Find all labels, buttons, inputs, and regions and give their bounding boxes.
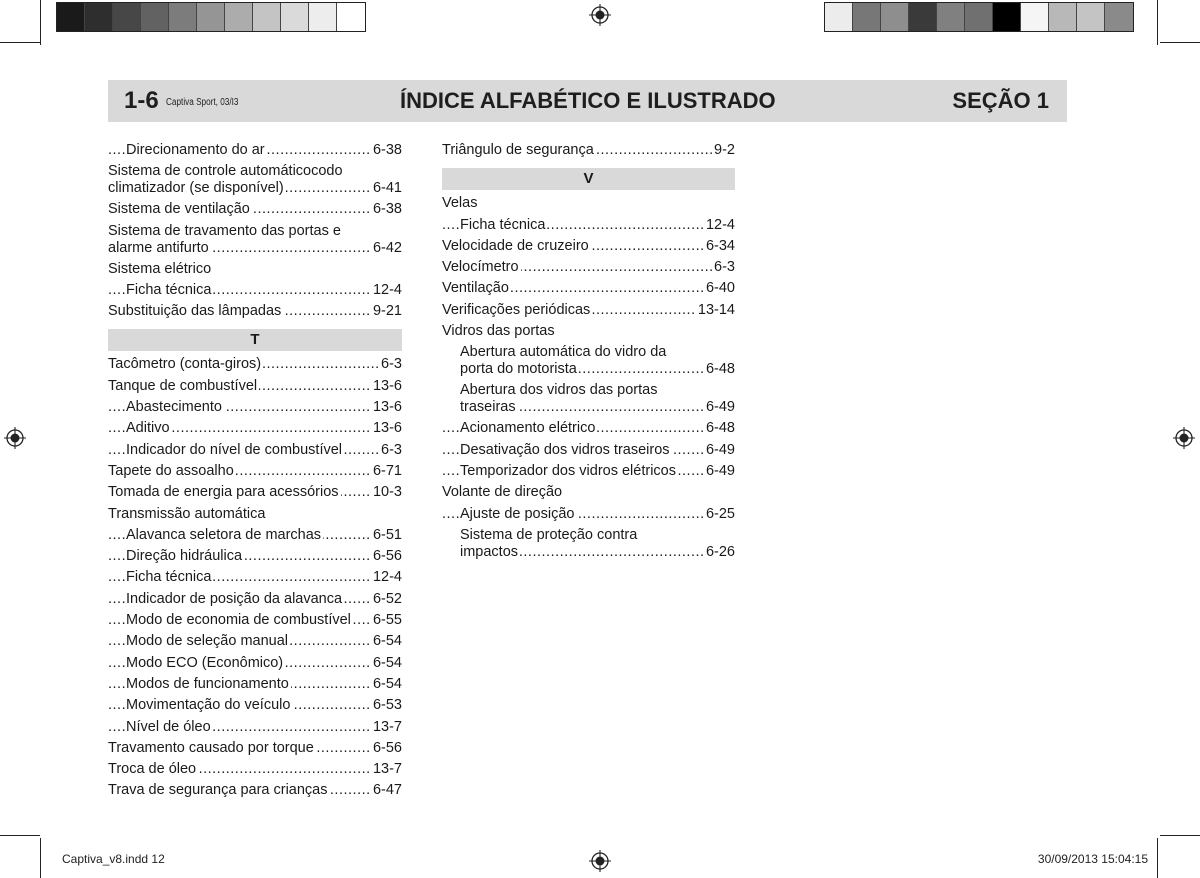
index-entry-label: Alavanca seletora de marchas [126,526,322,543]
letter-divider: T [108,329,402,351]
index-entry-label: Modos de funcionamento [126,675,289,692]
index-entry-label-cont [108,240,402,257]
index-entry [108,354,402,375]
index-entry-label: alarme antifurto [108,239,209,256]
index-entry [442,278,735,299]
page-meta: Captiva Sport, 03/I3 [166,97,239,108]
index-entry [108,161,402,199]
gray-swatch [993,3,1021,31]
index-entry-page: 13-7 [371,759,402,780]
index-entry-page: 6-40 [704,278,735,299]
index-entry-page: 6-54 [371,653,402,674]
gray-swatch [1049,3,1077,31]
index-entry-page: 6-41 [372,180,402,197]
gray-swatch [1105,3,1133,31]
gray-swatch [853,3,881,31]
index-entry-label: Modo de economia de combustível [126,612,351,629]
index-entry-label: Ficha técnica [126,569,212,586]
index-entry-label: Temporizador dos vidros elétricos [460,462,676,479]
index-entry [108,140,402,161]
index-entry-page: 9-21 [371,301,402,322]
index-entry-label: Indicador do nível de combustível [126,441,343,458]
index-entry [108,546,402,567]
index-entry-label: Velas [442,195,478,212]
index-entry [442,321,735,342]
index-entry-label: Travamento causado por torque [108,739,314,756]
index-entry-page: 6-54 [371,674,402,695]
index-entry-page: 6-56 [371,546,402,567]
index-entry-page: 6-47 [371,780,402,801]
gray-swatch [909,3,937,31]
page-header [108,80,1067,122]
index-entry-label: Direcionamento do ar [126,142,265,158]
index-entry-label: Ventilação [442,280,509,297]
crop-mark [0,835,40,836]
index-entry-page: 6-51 [371,525,402,546]
index-entry-page: 6-42 [372,239,402,256]
gray-swatch [309,3,337,31]
crop-mark [0,42,40,43]
index-entry [108,440,402,461]
index-entry-label: Tanque de combustível [108,377,258,394]
index-entry-label: Sistema de travamento das portas e [108,222,341,239]
gray-swatch [253,3,281,31]
index-entry [442,440,735,461]
index-entry-page: 12-4 [371,567,402,588]
crop-mark [1157,838,1158,878]
index-entry-label: Tomada de energia para acessórios [108,484,339,501]
index-entry [442,342,735,380]
index-entry [442,418,735,439]
crop-mark [1157,0,1158,45]
index-entry [108,717,402,738]
index-entry-label: traseiras [460,399,516,416]
index-entry [442,300,735,321]
index-entry [108,738,402,759]
index-entry [108,376,402,397]
index-entry-page: 6-49 [705,399,735,416]
index-entry [442,236,735,257]
index-entry [442,193,735,214]
gray-swatch [965,3,993,31]
index-entry-page: 6-55 [371,610,402,631]
index-entry [108,221,402,259]
gray-swatch [57,3,85,31]
gray-swatch [825,3,853,31]
index-entry-label: Indicador de posição da alavanca [126,590,343,607]
index-entry [108,301,402,322]
gray-swatch [337,3,365,31]
gray-swatch [225,3,253,31]
index-entry [108,610,402,631]
crop-mark [1160,42,1200,43]
index-entry [108,780,402,801]
index-entry [108,631,402,652]
index-entry-label: climatizador (se disponível) [108,180,284,197]
index-entry-page: 6-71 [371,461,402,482]
index-entry [108,418,402,439]
index-entry-label: Tapete do assoalho [108,462,234,479]
index-entry-page: 6-52 [371,589,402,610]
index-entry [108,504,402,525]
index-entry [108,759,402,780]
index-entry-label: Vidros das portas [442,323,555,340]
index-entry [442,140,735,161]
index-entry [108,259,402,280]
registration-mark-icon [4,427,26,449]
index-entry [442,380,735,418]
index-entry-label: Triângulo de segurança [442,142,594,158]
index-entry [108,199,402,220]
gray-swatch [113,3,141,31]
index-entry-label: Ficha técnica [126,281,212,298]
index-entry [108,567,402,588]
gray-swatch [169,3,197,31]
index-entry-page: 6-48 [704,418,735,439]
index-entry-page: 13-14 [696,300,735,321]
registration-mark-icon [589,4,611,26]
index-entry-page: 10-3 [371,482,402,503]
crop-mark [1160,835,1200,836]
index-entry-label-cont [460,361,735,378]
index-entry-page: 12-4 [704,215,735,236]
index-entry-label-cont [108,180,402,197]
page-number: 1-6 [124,87,159,114]
index-entry-page: 6-38 [371,199,402,220]
index-entry-label: Aditivo [126,420,170,437]
index-entry-label: Troca de óleo [108,761,197,778]
gray-swatch [141,3,169,31]
index-entry-label: Movimentação do veículo [126,697,291,714]
index-entry [108,461,402,482]
index-entry [442,257,735,278]
index-entry-label: Transmissão automática [108,505,266,522]
gray-swatch [197,3,225,31]
index-entry-page: 6-34 [704,236,735,257]
index-entry-label: Trava de segurança para crianças [108,782,328,799]
index-entry [108,397,402,418]
index-entry-page: 6-3 [379,440,402,461]
index-entry-label: Ajuste de posição [460,505,575,522]
index-entry [108,589,402,610]
index-entry-label: Abertura automática do vidro da [460,344,667,361]
index-entry-page: 6-54 [371,631,402,652]
index-entry-label: Verificações periódicas [442,301,591,318]
index-entry-page: 6-48 [705,361,735,378]
index-entry-page: 6-26 [705,543,735,560]
index-entry-page: 6-3 [712,257,735,278]
index-entry [442,504,735,525]
index-entry-page: 6-56 [371,738,402,759]
index-entry-label: Sistema elétrico [108,260,212,277]
index-entry-label: Substituição das lâmpadas [108,303,282,320]
index-entry [108,674,402,695]
index-entry-page: 6-3 [379,354,402,375]
page-title: ÍNDICE ALFABÉTICO E ILUSTRADO [400,88,776,113]
index-entry-label: Ficha técnica [460,216,546,233]
index-entry [108,525,402,546]
index-entry [108,653,402,674]
index-entry-label: Volante de direção [442,484,563,501]
gray-swatch [881,3,909,31]
index-entry-label: Abertura dos vidros das portas [460,382,658,399]
footer-file: Captiva_v8.indd 12 [62,852,165,866]
index-entry-label: Abastecimento [126,399,222,416]
index-entry [108,695,402,716]
index-entry-page: 6-38 [371,140,402,161]
index-entry-label: porta do motorista [460,361,577,378]
index-entry-label: Nível de óleo [126,718,211,735]
registration-mark-icon [1173,427,1195,449]
gray-swatch [281,3,309,31]
index-entry-label: Velocímetro [442,259,519,276]
gray-swatch-bar-left [56,2,366,32]
index-entry-page: 13-6 [371,397,402,418]
footer-datetime: 30/09/2013 15:04:15 [1037,852,1148,866]
index-entry-page: 13-6 [371,376,402,397]
gray-swatch-bar-right [824,2,1134,32]
index-entry [442,215,735,236]
index-entry-label: Sistema de proteção contra [460,526,638,543]
index-entry-page: 6-53 [371,695,402,716]
index-entry-label: Sistema de controle automáticocodo [108,163,343,180]
registration-mark-icon [589,850,611,872]
crop-mark [40,838,41,878]
index-entry-label: Acionamento elétrico [460,420,596,437]
index-entry-label: impactos [460,543,519,560]
index-entry-label: Modo ECO (Econômico) [126,654,284,671]
gray-swatch [85,3,113,31]
index-entry-label: Desativação dos vidros traseiros [460,441,670,458]
index-entry [442,525,735,563]
index-entry-label: Sistema de ventilação [108,201,250,218]
index-column-left [108,140,402,802]
index-entry-page: 9-2 [712,140,735,161]
gray-swatch [1021,3,1049,31]
index-entry-label-cont [460,544,735,561]
index-entry-label: Tacômetro (conta-giros) [108,356,262,373]
index-entry-page: 12-4 [371,280,402,301]
index-entry-page: 6-25 [704,504,735,525]
index-entry [442,482,735,503]
gray-swatch [937,3,965,31]
index-entry [108,482,402,503]
letter-divider: V [442,168,735,190]
crop-mark [40,0,41,45]
index-entry-label: Velocidade de cruzeiro [442,237,589,254]
index-entry-label: Direção hidráulica [126,548,243,565]
index-entry [442,461,735,482]
section-label: SEÇÃO 1 [952,88,1049,113]
gray-swatch [1077,3,1105,31]
index-entry [108,280,402,301]
index-entry-label: Modo de seleção manual [126,633,289,650]
index-entry-page: 6-49 [704,440,735,461]
index-entry-page: 6-49 [704,461,735,482]
index-entry-page: 13-7 [371,717,402,738]
index-column-right [442,140,735,563]
index-entry-label-cont [460,399,735,416]
index-entry-page: 13-6 [371,418,402,439]
